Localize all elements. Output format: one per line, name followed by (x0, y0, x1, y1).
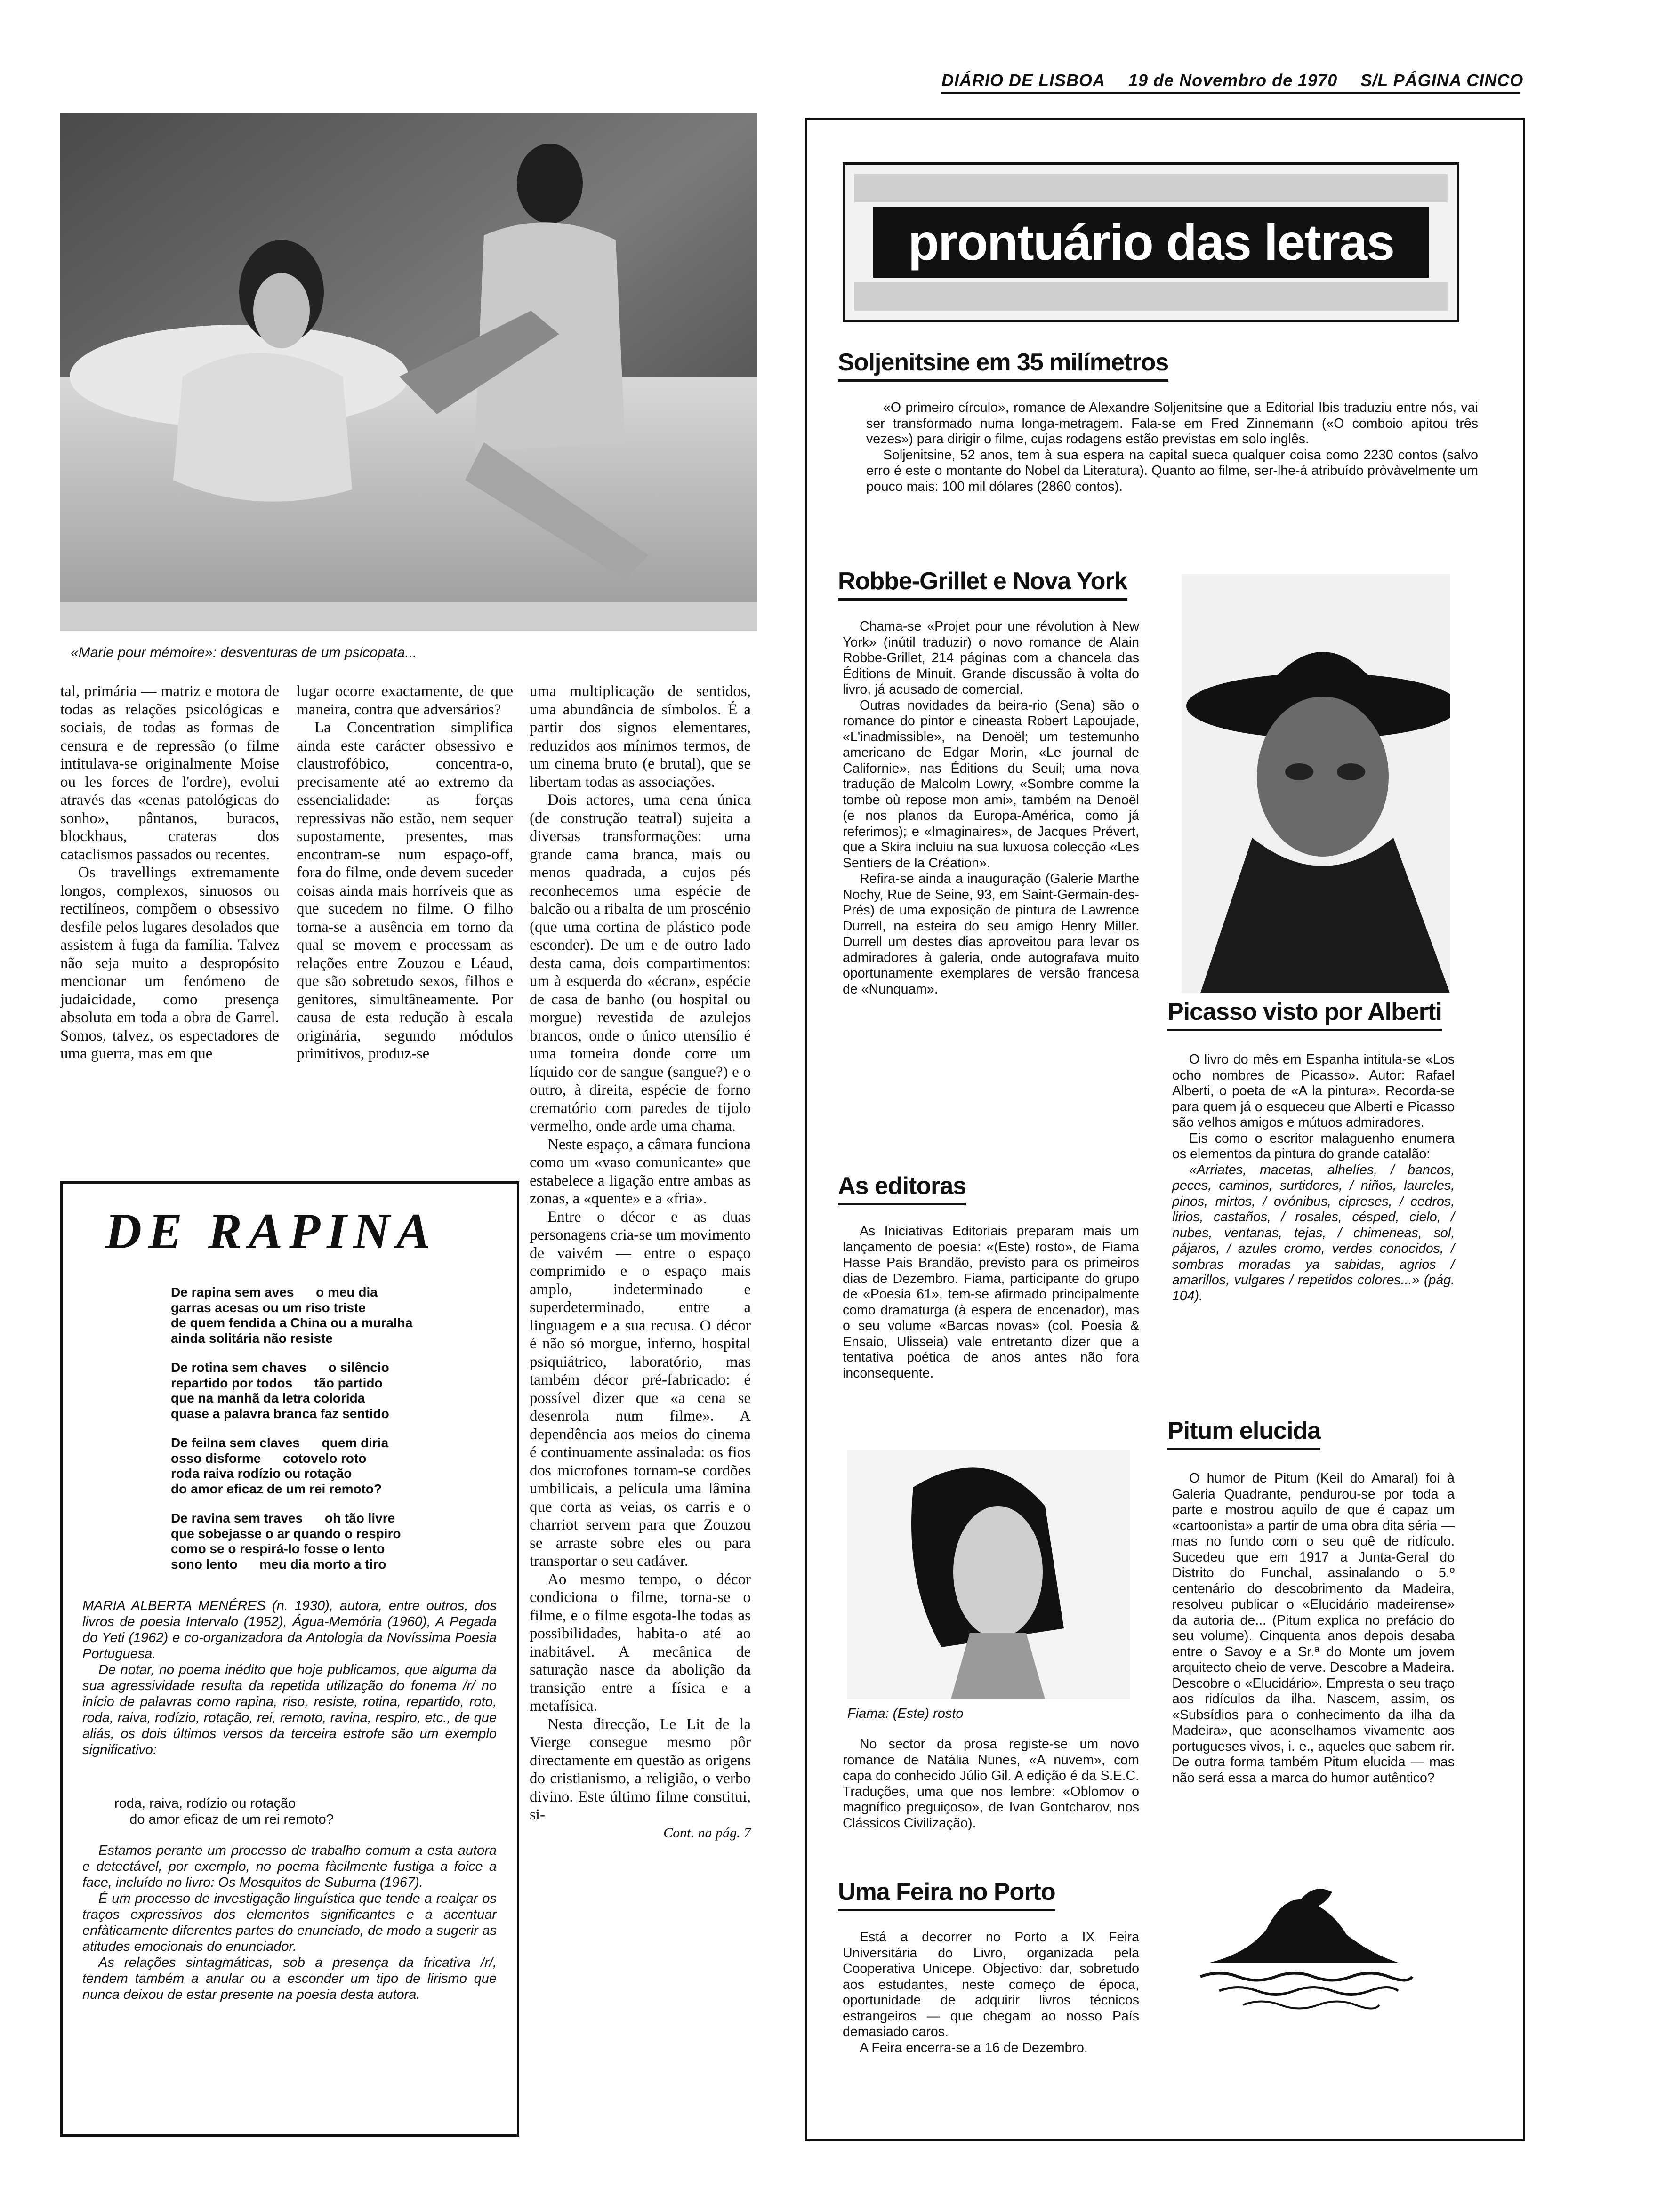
film-col2-para: La Concentration simplifica ainda este carácter obsessivo e claustrofóbico, concentra-o, precisamente até ao extremo da essencialidade: as forças repressivas não estão, nem sequer supostamente, presentes, mas encontram-se num espaço-off, fora do filme, onde devem suceder coisas ainda mais horríveis que as que sucedem no filme. O filho torna-se a ausência em torno da qual se movem e processam as relações entre Zouzou e Léaud, que são sobretudo sexos, filhos e genitores, simultâneamente. Por causa de esta redução à escala originária, segundo módulos primitivos, produz-se (297, 719, 513, 1062)
rapina-stanza: De rapina sem aves o meu dia garras acesas ou um riso triste de quem fendida a China ou a muralha ainda solitária não resiste (171, 1285, 413, 1346)
picasso-text (1172, 1052, 1455, 1304)
masthead-rule (941, 92, 1520, 94)
film-col3-para: Ao mesmo tempo, o décor condiciona o filme, torna-se o filme, e o filme esgota-lhe todas as possibilidades, habita-o até ao inabitável. A mecânica de saturação nasce da abolição da transição entre a física e a metafísica. (530, 1571, 751, 1715)
feira-text (843, 1930, 1139, 2056)
soljenitsine-headline: Soljenitsine em 35 milímetros (838, 348, 1168, 382)
film-col3-para: Dois actores, uma cena única (de construção teatral) sujeita a diversas transformações: uma grande cama branca, mais ou menos quadrada, a cujos pés reconhecemos uma espécie de balcão ou a ribalta de um proscénio (que uma cortina de plástico pode esconder). De um e de outro lado desta cama, dois compartimentos: um à esquerda do «écran», espécie de casa de banho (ou hospital ou morgue) revestida de azulejos brancos, onde o único utensílio é uma torneira donde corre um líquido cor de sangue (sangue?) e o outro, à direita, espécie de forno crematório com paredes de tijolo vermelho, onde arde uma chama. (530, 792, 751, 1135)
rapina-title: DE RAPINA (105, 1203, 437, 1259)
island-cartoon-icon (1191, 1883, 1417, 2024)
film-col3-para: Nesta direcção, Le Lit de la Vierge consegue mesmo pôr directamente em questão as origens do cristianismo, a religião, o verbo divino. Este último filme constitui, si- (530, 1715, 751, 1823)
masthead-section: S/L PÁGINA CINCO (1360, 71, 1524, 90)
robbe-headline: Robbe-Grillet e Nova York (838, 567, 1127, 601)
picasso-para: Eis como o escritor malaguenho enumera os elementos da pintura do grande catalão: (1172, 1130, 1455, 1162)
film-article-col-1 (60, 682, 279, 1063)
robbe-para: Chama-se «Projet pour une révolution à New York» (inútil traduzir) o novo romance de Alain Robbe-Grillet, 214 páginas com a chancela das Éditions de Minuit. Grande discussão à volta do livro, já acusado de comercial. (843, 619, 1139, 697)
rapina-bio-para: Estamos perante um processo de trabalho comum a esta autora e detectável, por exemplo, no poema fàcilmente fustiga a foice a face, incluído no livro: Os Mosquitos de Suburna (1967). (82, 1843, 497, 1890)
robbe-para: Outras novidades da beira-rio (Sena) são o romance do pintor e cineasta Robert Lapoujade, «L'inadmissible», na Denoël; um testemunho americano de Edgar Morin, «Le journal de Californie», nas Éditions du Seuil; uma nova tradução de Malcolm Lowry, «Sombre comme la tombe où repose mon ami», também na Denoël (e nos planos da Europa-América, como já referimos); e «Imaginaires», de Jacques Prévert, que a Skira incluiu na sua luxuosa colecção «Les Sentiers de la Création». (843, 697, 1139, 871)
feira-headline: Uma Feira no Porto (838, 1878, 1055, 1911)
picasso-image (1182, 574, 1450, 993)
rapina-bio-para: É um processo de investigação linguística que tende a realçar os traços expressivos dos elementos significantes e a acentuar enfàticamente diferentes partes do enunciado, de modo a sugerir as atitudes emocionais do enunciador. (82, 1891, 497, 1954)
masthead-paper: DIÁRIO DE LISBOA (941, 71, 1106, 90)
rapina-stanza: De feilna sem claves quem diria osso disforme cotovelo roto roda raiva rodízio ou rotação do amor eficaz de um rei remoto? (171, 1435, 389, 1496)
prontuario-banner (843, 162, 1459, 322)
rapina-stanza: De rotina sem chaves o silêncio repartido por todos tão partido que na manhã da letra colorida quase a palavra branca faz sentido (171, 1360, 389, 1421)
pitum-text (1172, 1471, 1455, 1786)
picasso-photo (1182, 574, 1450, 993)
rapina-bio-para: MARIA ALBERTA MENÉRES (n. 1930), autora, entre outros, dos livros de poesia Intervalo (1952), Água-Memória (1960), A Pegada do Yeti (1962) e co-organizadora da Antologia da Novíssima Poesia Portuguesa. (82, 1598, 497, 1661)
rapina-bio-para: As relações sintagmáticas, sob a presença da fricativa /r/, tendem também a anular ou a esconder um tipo de lirismo que nunca deixou de estar presente na poesia desta autora. (82, 1955, 497, 2002)
editoras-para: No sector da prosa registe-se um novo romance de Natália Nunes, «A nuvem», com capa do conhecido Júlio Gil. A edição é da S.E.C. Traduções, uma que nos lembre: «Oblomov o magnífico preguiçoso», de Ivan Gontcharov, nos Clássicos Civilização). (843, 1737, 1139, 1831)
editoras-text-2 (843, 1737, 1139, 1831)
film-col3-para: Neste espaço, a câmara funciona como um «vaso comunicante» que estabelece a ligação entre ambas as zonas, a «quente» e a «fria». (530, 1136, 751, 1207)
film-still-image (60, 113, 757, 631)
film-col1-para: Os travellings extremamente longos, complexos, sinuosos ou rectilíneos, compõem o obsessivo desfile pelos lugares desolados que assistem à fuga da família. Talvez não seja muito a despropósito mencionar um fenómeno de judaicidade, como presença absoluta em toda a obra de Garrel. Somos, talvez, os espectadores de uma guerra, mas em que (60, 864, 279, 1062)
rapina-box (60, 1181, 519, 2137)
film-still-photo (60, 113, 757, 631)
film-col3-para: uma multiplicação de sentidos, uma abundância de símbolos. É a partir dos signos elementares, reduzidos aos mínimos termos, de um cinema bruto (e brutal), que se libertam todas as associações. (530, 683, 751, 791)
editoras-text (843, 1224, 1139, 1381)
rapina-quote: roda, raiva, rodízio ou rotação do amor eficaz de um rei remoto? (114, 1796, 334, 1827)
pitum-cartoon (1191, 1883, 1417, 2024)
feira-para: Está a decorrer no Porto a IX Feira Universitária do Livro, organizada pela Cooperativa Unicepe. Objectivo: dar, sobretudo aos estudantes, neste começo de época, oportunidade de adquirir livros técnicos estrangeiros — que chegam ao nosso País demasiado caros. (843, 1930, 1139, 2039)
feira-para: A Feira encerra-se a 16 de Dezembro. (860, 2040, 1088, 2055)
continued-note: Cont. na pág. 7 (663, 1825, 751, 1841)
editoras-headline: As editoras (838, 1172, 966, 1205)
fiama-photo (847, 1450, 1130, 1699)
rapina-bio-2 (82, 1843, 497, 2003)
masthead-date: 19 de Novembro de 1970 (1128, 71, 1338, 90)
masthead (941, 71, 1524, 92)
prontuario-title: prontuário das letras (873, 207, 1429, 278)
film-article-col-3 (530, 682, 751, 1842)
robbe-text (843, 619, 1139, 997)
film-article-col-2 (297, 682, 513, 1063)
film-col1-para: tal, primária — matriz e motora de todas as relações psicológicas e sociais, de todas as formas de censura e de repressão (o filme intitulava-se originalmente Moise ou les forces de l'ordre), evolui através das «cenas patológicas do sonho», pântanos, buracos, blockhaus, crateras dos cataclismos passados ou recentes. (60, 683, 279, 863)
pitum-headline: Pitum elucida (1167, 1417, 1320, 1450)
pitum-para: O humor de Pitum (Keil do Amaral) foi à Galeria Quadrante, pendurou-se por toda a parte e mostrou aquilo de que é capaz um «cartoonista» a partir de uma obra dita séria — mas no fundo com o seu quê de ridículo. Sucedeu que em 1917 a Junta-Geral do Distrito do Funchal, assinalando o 5.º centenário do descobrimento da Madeira, resolveu publicar o «Elucidário madeirense» da autoria de... (Pitum explica no prefácio do seu volume). Cinquenta anos depois desaba entre o Savoy e a Sr.ª do Monte um jovem arquitecto cheio de verve. Descobre a Madeira. Descobre o «Elucidário». Empresta o seu traço aos ridículos da ilha. Nascem, assim, os «Subsídios para o conhecimento da ilha da Madeira», que aconselhamos vivamente aos portugueses vivos, i. e., aqueles que sabem rir. De outra forma também Pitum elucida — mas não será essa a marca do humor autêntico? (1172, 1471, 1455, 1786)
soljenitsine-text (866, 400, 1478, 495)
film-photo-caption: «Marie pour mémoire»: desventuras de um psicopata... (71, 645, 417, 660)
picasso-headline: Picasso visto por Alberti (1167, 998, 1442, 1031)
film-col3-para: Entre o décor e as duas personagens cria-se um movimento de vaivém — entre o espaço comprimido e o espaço mais amplo, indeterminado e superdeterminado, entre a linguagem e a sua recusa. O décor é não só morgue, inferno, hospital psiquiátrico, laboratório, mas também décor pré-fabricado: é possível dizer que «a cena se desenrola num filme». A dependência aos meios do cinema é continuamente assinalada: os fios dos microfones tornam-se cordões umbilicais, a película uma lâmina que corta as veias, os carris e o charriot servem para que Zouzou se arraste sobre eles ou para transportar o seu cadáver. (530, 1208, 751, 1570)
picasso-para: O livro do mês em Espanha intitula-se «Los ocho nombres de Picasso». Autor: Rafael Alberti, o poeta de «A la pintura». Recorda-se para quem já o esqueceu que Alberti e Picasso são velhos amigos e mútuos admiradores. (1172, 1052, 1455, 1130)
soljenitsine-para: «O primeiro círculo», romance de Alexandre Soljenitsine que a Editorial Ibis traduziu entre nós, vai ser transformado numa longa-metragem. Fala-se em Fred Zinnemann («O comboio apitou três vezes») para dirigir o filme, cujas rodagens estão previstas em solo inglês. (866, 400, 1478, 447)
picasso-para: «Arriates, macetas, alhelíes, / bancos, peces, caminos, surtidores, / niños, laureles, pinos, mirtos, / ovónibus, cipreses, / cedros, lirios, castaños, / rosales, césped, cielo, / nubes, ventanas, tejas, / chimeneas, sol, pájaros, / azules cromo, verdes conocidos, / sombras moradas ya sabidas, agrios / amarillos, vulgares / repetidos colores...» (pág. 104). (1172, 1162, 1455, 1304)
fiama-image (847, 1450, 1130, 1699)
rapina-bio-para: De notar, no poema inédito que hoje publicamos, que alguma da sua agressividade resulta da repetida utilização do fonema /r/ no início de palavras como rapina, riso, resiste, rotina, repartido, roto, roda, raiva, rodízio, rotação, rei, remoto, ravina, respiro, etc., de que aliás, os dois últimos versos da terceira estrofe são um exemplo significativo: (82, 1662, 497, 1757)
robbe-para: Refira-se ainda a inauguração (Galerie Marthe Nochy, Rue de Seine, 93, em Saint-Germain-des-Prés) de uma exposição de pintura de Lawrence Durrell, na esteira do seu amigo Henry Miller. Durrell um destes dias aproveitou para levar os admiradores à galeria, onde autografava muito oportunamente exemplares de versão francesa de «Nunquam». (843, 871, 1139, 997)
soljenitsine-para: Soljenitsine, 52 anos, tem à sua espera na capital sueca qualquer coisa como 2230 contos (salvo erro é este o montante do Nobel da Literatura). Quanto ao filme, ser-lhe-á atribuído pròvàvelmente um pouco mais: 100 mil dólares (2860 contos). (866, 447, 1478, 494)
rapina-bio (82, 1598, 497, 1758)
film-col2-para: lugar ocorre exactamente, de que maneira, contra que adversários? (297, 683, 513, 718)
editoras-para: As Iniciativas Editoriais preparam mais um lançamento de poesia: «(Este) rosto», de Fiama Hasse Pais Brandão, previsto para os primeiros dias de Dezembro. Fiama, participante do grupo de «Poesia 61», tem-se afirmado principalmente como dramaturga (à espera de encenador), mas o seu volume «Barcas novas» (col. Poesia & Ensaio, Ulisseia) vale entretanto dizer que a tentativa poética de anos antes não fora inconsequente. (843, 1224, 1139, 1381)
fiama-caption: Fiama: (Este) rosto (847, 1706, 964, 1721)
rapina-stanza: De ravina sem traves oh tão livre que sobejasse o ar quando o respiro como se o respirá-lo fosse o lento sono lento meu dia morto a tiro (171, 1511, 401, 1571)
